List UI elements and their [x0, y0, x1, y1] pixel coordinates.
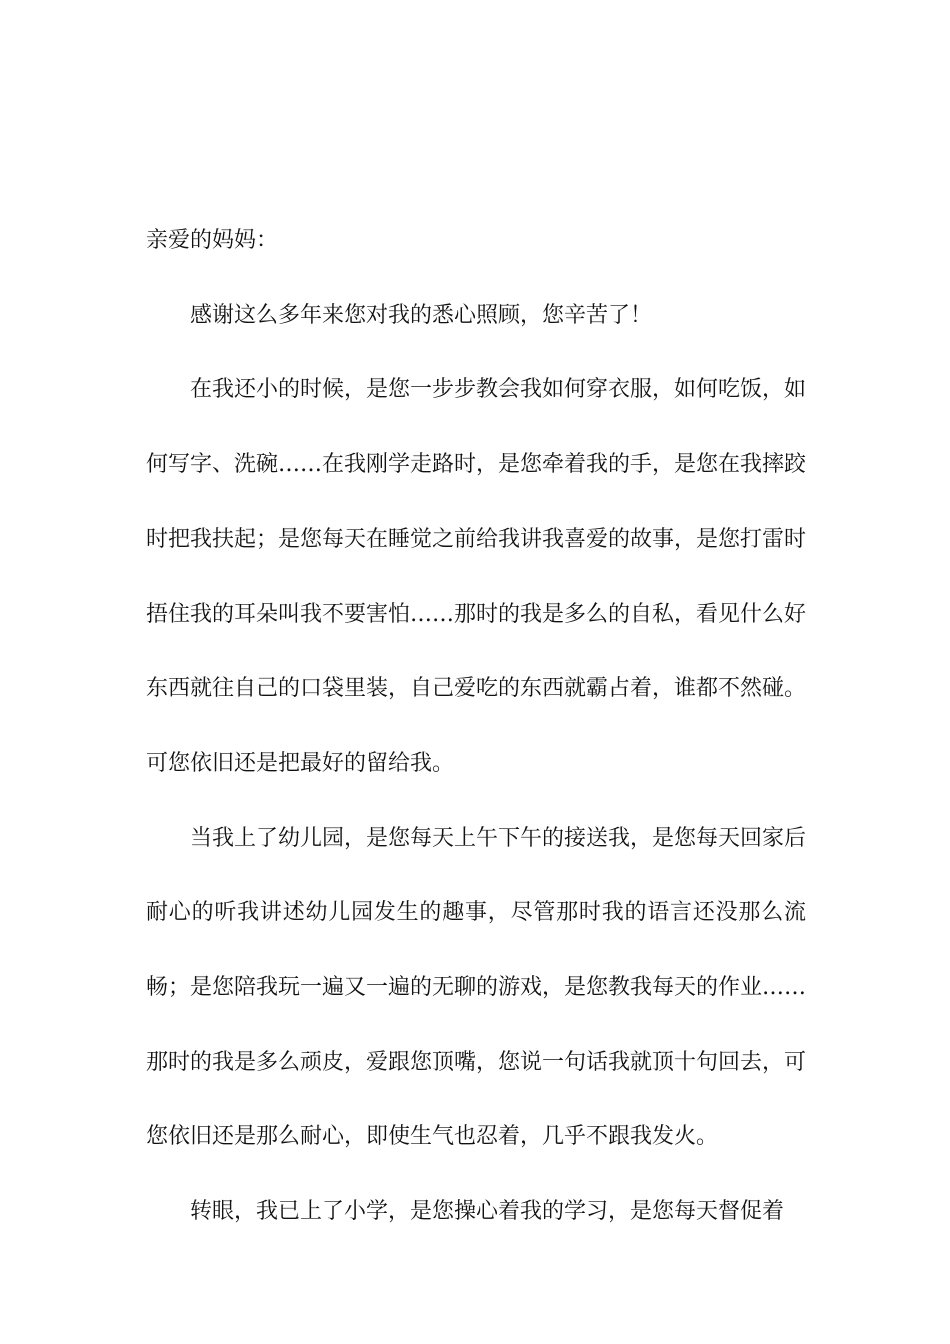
paragraph-thanks: 感谢这么多年来您对我的悉心照顾，您辛苦了！: [190, 302, 653, 328]
paragraph-childhood: 在我还小的时候，是您一步步教会我如何穿衣服，如何吃饭，如何写字、洗碗……在我刚学走路时，是您牵着我的手，是您在我摔跤时把我扶起；是您每天在睡觉之前给我讲我喜爱的故事，是您打雷时捂住我的耳朵叫我不要害怕……那时的我是多么的自私，看见什么好东西就往自己的口袋里装，自己爱吃的东西就霸占着，谁都不然碰。可您依旧还是把最好的留给我。: [146, 377, 807, 776]
letter-body: [146, 204, 806, 1250]
letter-greeting: 亲爱的妈妈：: [146, 228, 279, 253]
paragraph-kindergarten: 当我上了幼儿园，是您每天上午下午的接送我，是您每天回家后耐心的听我讲述幼儿园发生的趣事，尽管那时我的语言还没那么流畅；是您陪我玩一遍又一遍的无聊的游戏，是您教我每天的作业……那时的我是多么顽皮，爱跟您顶嘴，您说一句话我就顶十句回去，可您依旧还是那么耐心，即使生气也忍着，几乎不跟我发火。: [146, 825, 807, 1150]
paragraph-primary-school: 转眼，我已上了小学，是您操心着我的学习，是您每天督促着: [190, 1199, 785, 1225]
